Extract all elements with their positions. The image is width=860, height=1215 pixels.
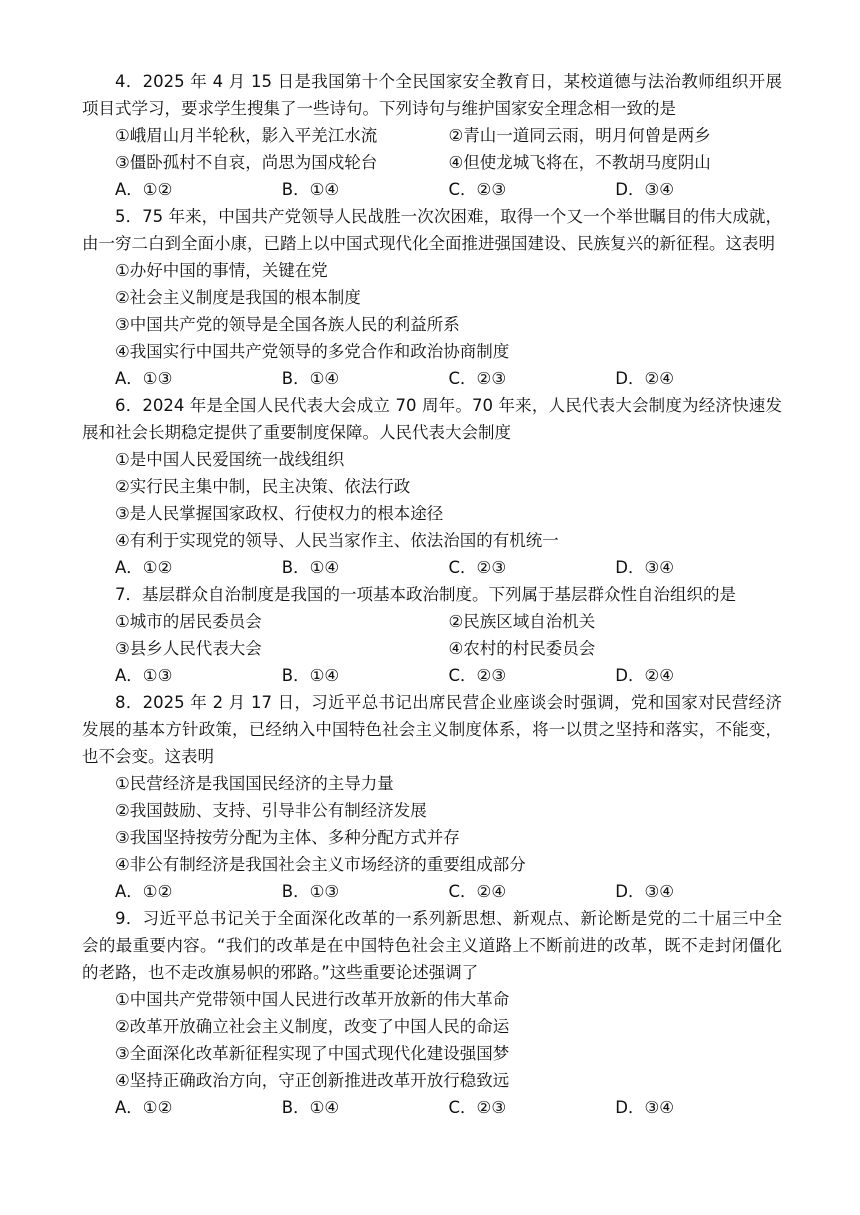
answer-c: C．②③ <box>448 180 507 199</box>
answer-a: A．①② <box>115 882 173 901</box>
exam-page <box>82 68 782 1121</box>
answer-choices <box>82 1094 782 1121</box>
answer-d: D．③④ <box>615 558 675 577</box>
option-row <box>82 608 782 635</box>
answer-b: B．①④ <box>281 558 340 577</box>
answer-c: C．②③ <box>448 1098 507 1117</box>
option-1: ①是中国人民爱国统一战线组织 <box>115 450 345 469</box>
answer-b: B．①④ <box>281 369 340 388</box>
answer-b: B．①④ <box>281 1098 340 1117</box>
question-stem: 4．2025 年 4 月 15 日是我国第十个全民国家安全教育日，某校道德与法治教师组织开展项目式学习，要求学生搜集了一些诗句。下列诗句与维护国家安全理念相一致的是 <box>82 72 782 118</box>
answer-d: D．②④ <box>615 369 675 388</box>
answer-c: C．②③ <box>448 666 507 685</box>
option-1: ①城市的居民委员会 <box>115 612 262 631</box>
option-4: ④但使龙城飞将在，不教胡马度阴山 <box>448 153 711 172</box>
option-4: ④非公有制经济是我国社会主义市场经济的重要组成部分 <box>115 855 526 874</box>
answer-a: A．①② <box>115 558 173 577</box>
answer-b: B．①④ <box>281 666 340 685</box>
option-4: ④有利于实现党的领导、人民当家作主、依法治国的有机统一 <box>115 531 559 550</box>
option-1: ①中国共产党带领中国人民进行改革开放新的伟大革命 <box>115 990 510 1009</box>
option-row <box>82 149 782 176</box>
answer-a: A．①② <box>115 180 173 199</box>
answer-choices <box>82 554 782 581</box>
option-row <box>82 635 782 662</box>
answer-d: D．③④ <box>615 1098 675 1117</box>
option-1: ①民营经济是我国国民经济的主导力量 <box>115 774 394 793</box>
option-3: ③中国共产党的领导是全国各族人民的利益所系 <box>115 315 460 334</box>
answer-d: D．③④ <box>615 882 675 901</box>
option-3: ③我国坚持按劳分配为主体、多种分配方式并存 <box>115 828 460 847</box>
option-2: ②我国鼓励、支持、引导非公有制经济发展 <box>115 801 427 820</box>
answer-choices <box>82 662 782 689</box>
option-3: ③僵卧孤村不自哀，尚思为国戍轮台 <box>115 153 378 172</box>
answer-d: D．②④ <box>615 666 675 685</box>
option-2: ②民族区域自治机关 <box>448 612 596 631</box>
question-7 <box>82 581 782 689</box>
question-8 <box>82 689 782 905</box>
answer-b: B．①③ <box>281 882 340 901</box>
answer-a: A．①③ <box>115 369 173 388</box>
question-5 <box>82 203 782 392</box>
answer-c: C．②④ <box>448 882 507 901</box>
option-2: ②实行民主集中制，民主决策、依法行政 <box>115 477 411 496</box>
option-row <box>82 122 782 149</box>
option-1: ①办好中国的事情，关键在党 <box>115 261 328 280</box>
option-2: ②社会主义制度是我国的根本制度 <box>115 288 361 307</box>
option-3: ③全面深化改革新征程实现了中国式现代化建设强国梦 <box>115 1044 510 1063</box>
option-3: ③是人民掌握国家政权、行使权力的根本途径 <box>115 504 444 523</box>
answer-choices <box>82 365 782 392</box>
answer-c: C．②③ <box>448 369 507 388</box>
answer-choices <box>82 878 782 905</box>
answer-c: C．②③ <box>448 558 507 577</box>
question-stem: 5．75 年来，中国共产党领导人民战胜一次次困难，取得一个又一个举世瞩目的伟大成就，由一穷二白到全面小康，已踏上以中国式现代化全面推进强国建设、民族复兴的新征程。这表明 <box>82 207 782 253</box>
option-3: ③县乡人民代表大会 <box>115 639 262 658</box>
question-stem: 6．2024 年是全国人民代表大会成立 70 周年。70 年来，人民代表大会制度为经济快速发展和社会长期稳定提供了重要制度保障。人民代表大会制度 <box>82 396 782 442</box>
option-2: ②青山一道同云雨，明月何曾是两乡 <box>448 126 711 145</box>
answer-d: D．③④ <box>615 180 675 199</box>
question-6 <box>82 392 782 581</box>
option-4: ④坚持正确政治方向，守正创新推进改革开放行稳致远 <box>115 1071 510 1090</box>
answer-a: A．①③ <box>115 666 173 685</box>
question-stem: 7．基层群众自治制度是我国的一项基本政治制度。下列属于基层群众性自治组织的是 <box>115 585 736 604</box>
option-1: ①峨眉山月半轮秋，影入平羌江水流 <box>115 126 378 145</box>
answer-choices <box>82 176 782 203</box>
answer-b: B．①④ <box>281 180 340 199</box>
option-2: ②改革开放确立社会主义制度，改变了中国人民的命运 <box>115 1017 510 1036</box>
option-4: ④我国实行中国共产党领导的多党合作和政治协商制度 <box>115 342 510 361</box>
question-stem: 9．习近平总书记关于全面深化改革的一系列新思想、新观点、新论断是党的二十届三中全会的最重要内容。“我们的改革是在中国特色社会主义道路上不断前进的改革，既不走封闭僵化的老路，也不走改旗易帜的邪路。”这些重要论述强调了 <box>82 909 782 982</box>
question-stem: 8．2025 年 2 月 17 日，习近平总书记出席民营企业座谈会时强调，党和国家对民营经济发展的基本方针政策，已经纳入中国特色社会主义制度体系，将一以贯之坚持和落实，不能变，也不会变。这表明 <box>82 693 782 766</box>
question-4 <box>82 68 782 203</box>
option-4: ④农村的村民委员会 <box>448 639 596 658</box>
answer-a: A．①② <box>115 1098 173 1117</box>
question-9 <box>82 905 782 1121</box>
